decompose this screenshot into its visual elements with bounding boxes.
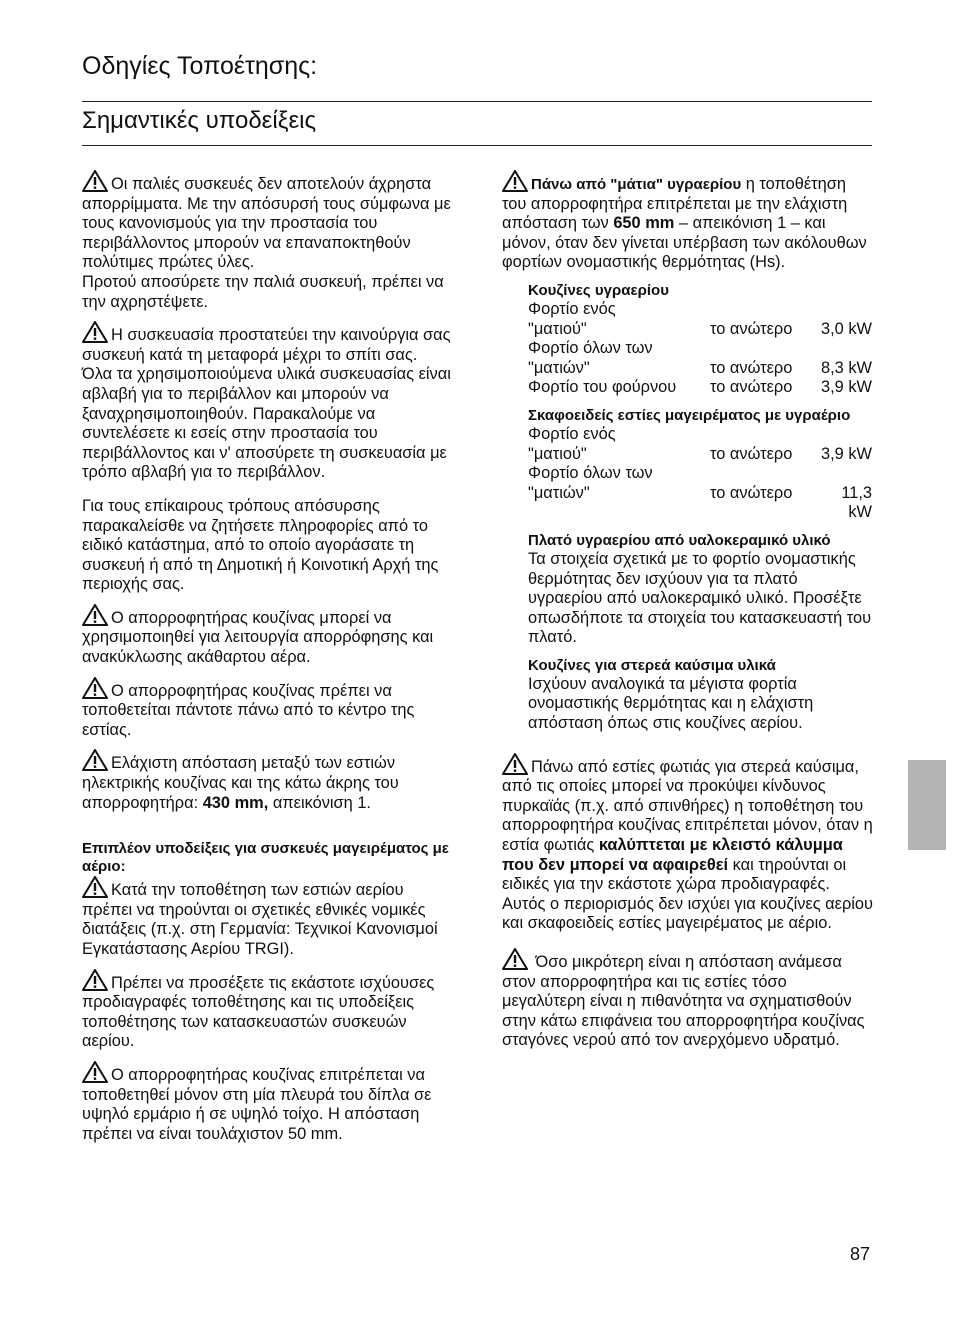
- lpg-cooker-block: [528, 282, 874, 398]
- solid-heading: Κουζίνες για στερεά καύσιμα υλικά: [528, 656, 776, 674]
- page-number: 87: [850, 1244, 871, 1264]
- lpg-one-burner-label: Φορτίο ενός: [528, 299, 616, 318]
- wok-one-burner-row: "ματιού" το ανώτερο 3,9 kW: [528, 444, 872, 463]
- wok-heading: Σκαφοειδείς εστίες μαγειρέματος με υγραέριο: [528, 406, 851, 424]
- spacer: [502, 743, 874, 753]
- warning-triangle-icon: [502, 948, 528, 970]
- warning-triangle-icon: [82, 170, 108, 192]
- paragraph-extraction-mode: Ο απορροφητήρας κουζίνας μπορεί να χρησιμοποιηθεί για λειτουργία απορρόφησης και ανακύκλωσης ακάθαρτου αέρα.: [82, 604, 452, 668]
- wok-all-burners-row: "ματιών" το ανώτερο 11,3 kW: [528, 483, 872, 522]
- spacer: [82, 822, 452, 840]
- header-rule-bottom: [82, 145, 872, 146]
- header-rule-top: [82, 101, 872, 102]
- lpg-oven-row: Φορτίο του φούρνου το ανώτερο 3,9 kW: [528, 378, 872, 397]
- warning-triangle-icon: [82, 677, 108, 699]
- paragraph-disposal-info: Για τους επίκαιρους τρόπους απόσυρσης παρακαλείσθε να ζητήσετε πληροφορίες από το ειδικό κατάστημα, από το οποίο αγοράσατε τη συσκευή ή από τη Δημοτική ή Κοινοτική Αρχή της περιοχής σας.: [82, 496, 439, 594]
- wok-burner-block: [528, 407, 874, 523]
- left-column: [82, 170, 452, 1153]
- section-title: Σημαντικές υποδείξεις: [82, 107, 317, 134]
- warning-triangle-icon: [82, 876, 108, 898]
- paragraph-solid-fuel-fire: Πάνω από εστίες φωτιάς για στερεά καύσιμα, από τις οποίες μπορεί να προκύψει κίνδυνος πυρκαϊάς (π.χ. από σπινθήρες) η τοποθέτηση του απορροφητήρα κουζίνας επιτρέπεται μόνον, όταν η εστία φωτιάς καλύπτεται με κλειστό κάλυμμα που δεν μπορεί να αφαιρεθεί και τηρούνται οι ειδικές για την εκάστοτε χώρα προδιαγραφές. Αυτός ο περιορισμός δεν ισχύει για κουζίνες αερίου και σκαφοειδείς εστίες μαγειρέματος με αέριο.: [502, 753, 874, 934]
- warning-triangle-icon: [82, 604, 108, 626]
- lpg-heading: Κουζίνες υγραερίου: [528, 281, 669, 299]
- paragraph-disable-appliance: Προτού αποσύρετε την παλιά συσκευή, πρέπει να την αχρηστέψετε.: [82, 272, 444, 311]
- glass-ceramic-block: [528, 532, 874, 648]
- lpg-all-burners-label: Φορτίο όλων των: [528, 339, 653, 358]
- min-distance-value: 430 mm,: [202, 793, 269, 812]
- warning-triangle-icon: [82, 1061, 108, 1083]
- warning-triangle-icon: [502, 753, 528, 775]
- paragraph-min-distance-electric: Ελάχιστη απόσταση μεταξύ των εστιών ηλεκτρικής κουζίνας και της κάτω άκρης του απορροφητήρα: 430 mm, απεικόνιση 1.: [82, 749, 452, 813]
- gas-heading: Επιπλέον υποδείξεις για συσκευές μαγειρέματος με αέριο:: [82, 840, 449, 876]
- paragraph-gas-specs: Πρέπει να προσέξετε τις εκάστοτε ισχύουσες προδιαγραφές τοποθέτησης και τις υποδείξεις τοποθέτησης των κατασκευαστών συσκευών αερίου.: [82, 969, 452, 1052]
- warning-triangle-icon: [82, 749, 108, 771]
- warning-triangle-icon: [82, 969, 108, 991]
- glass-text: Τα στοιχεία σχετικά με το φορτίο ονομαστικής θερμότητας δεν ισχύουν για τα πλατό υγραερίου από υαλοκεραμικό υλικό. Προσέξτε οπωσδήποτε τα στοιχεία του κατασκευαστή του πλατό.: [528, 549, 872, 647]
- paragraph-lpg-intro: Πάνω από "μάτια" υγραερίου η τοποθέτηση του απορροφητήρα επιτρέπεται με την ελάχιστη απόσταση των 650 mm – απεικόνιση 1 – και μόνον, όταν δεν γίνεται υπέρβαση των ακόλουθων φορτίων ονομαστικής θερμότητας (Hs).: [502, 170, 874, 273]
- paragraph-condensation: Όσο μικρότερη είναι η απόσταση ανάμεσα στον απορροφητήρα και τις εστίες τόσο μεγαλύτερη είναι η πιθανότητα να σχηματισθούν στην κάτω επιφάνεια του απορροφητήρα κουζίνας σταγόνες νερού από τον ανερχόμενο υδρατμό.: [502, 948, 874, 1051]
- solid-text: Ισχύουν αναλογικά τα μέγιστα φορτία ονομαστικής θερμότητας και η ελάχιστη απόσταση όπως στις κουζίνες αερίου.: [528, 674, 814, 733]
- right-column: [502, 170, 874, 1060]
- glass-heading: Πλατό υγραερίου από υαλοκεραμικό υλικό: [528, 531, 831, 549]
- warning-triangle-icon: [502, 170, 528, 192]
- chapter-tab-marker: [908, 760, 946, 850]
- paragraph-center-hob: Ο απορροφητήρας κουζίνας πρέπει να τοποθετείται πάντοτε πάνω από το κέντρο της εστίας.: [82, 677, 452, 741]
- lpg-one-burner-row: "ματιού" το ανώτερο 3,0 kW: [528, 319, 872, 338]
- paragraph-gas-regulations: Κατά την τοποθέτηση των εστιών αερίου πρέπει να τηρούνται οι σχετικές εθνικές νομικές διατάξεις (π.χ. στη Γερμανία: Τεχνικοί Κανονισμοί Εγκατάστασης Αερίου TRGI).: [82, 876, 452, 959]
- paragraph-old-appliances: Οι παλιές συσκευές δεν αποτελούν άχρηστα απορρίμματα. Με την απόσυρσή τους σύμφωνα με τους κανονισμούς για την προστασία του περιβάλλοντος μπορούν να επαναποκτηθούν πολύτιμες πρώτες ύλες.: [82, 170, 452, 273]
- wok-one-burner-label: Φορτίο ενός: [528, 424, 616, 443]
- page-title: Οδηγίες Τοποέτησης:: [82, 52, 318, 80]
- paragraph-packaging: Η συσκευασία προστατεύει την καινούργια σας συσκευή κατά τη μεταφορά μέχρι το σπίτι σας. Όλα τα χρησιμοποιούμενα υλικά συσκευασίας είναι αβλαβή για το περιβάλλον και μπορούν να ξαναχρησιμοποιηθούν. Παρακαλούμε να συντελέσετε κι εσείς στην προστασία του περιβάλλοντος και ν' αποσύρετε τη συσκευασία με τρόπο αβλαβή για το περιβάλλον.: [82, 321, 452, 483]
- warning-triangle-icon: [82, 321, 108, 343]
- solid-fuel-block: [528, 657, 874, 734]
- lpg-all-burners-row: "ματιών" το ανώτερο 8,3 kW: [528, 358, 872, 377]
- wok-all-burners-label: Φορτίο όλων των: [528, 464, 653, 483]
- paragraph-side-cabinet: Ο απορροφητήρας κουζίνας επιτρέπεται να τοποθετηθεί μόνον στη μία πλευρά του δίπλα σε υψηλό ερμάριο ή σε υψηλό τοίχο. Η απόσταση πρέπει να είναι τουλάχιστον 50 mm.: [82, 1061, 452, 1144]
